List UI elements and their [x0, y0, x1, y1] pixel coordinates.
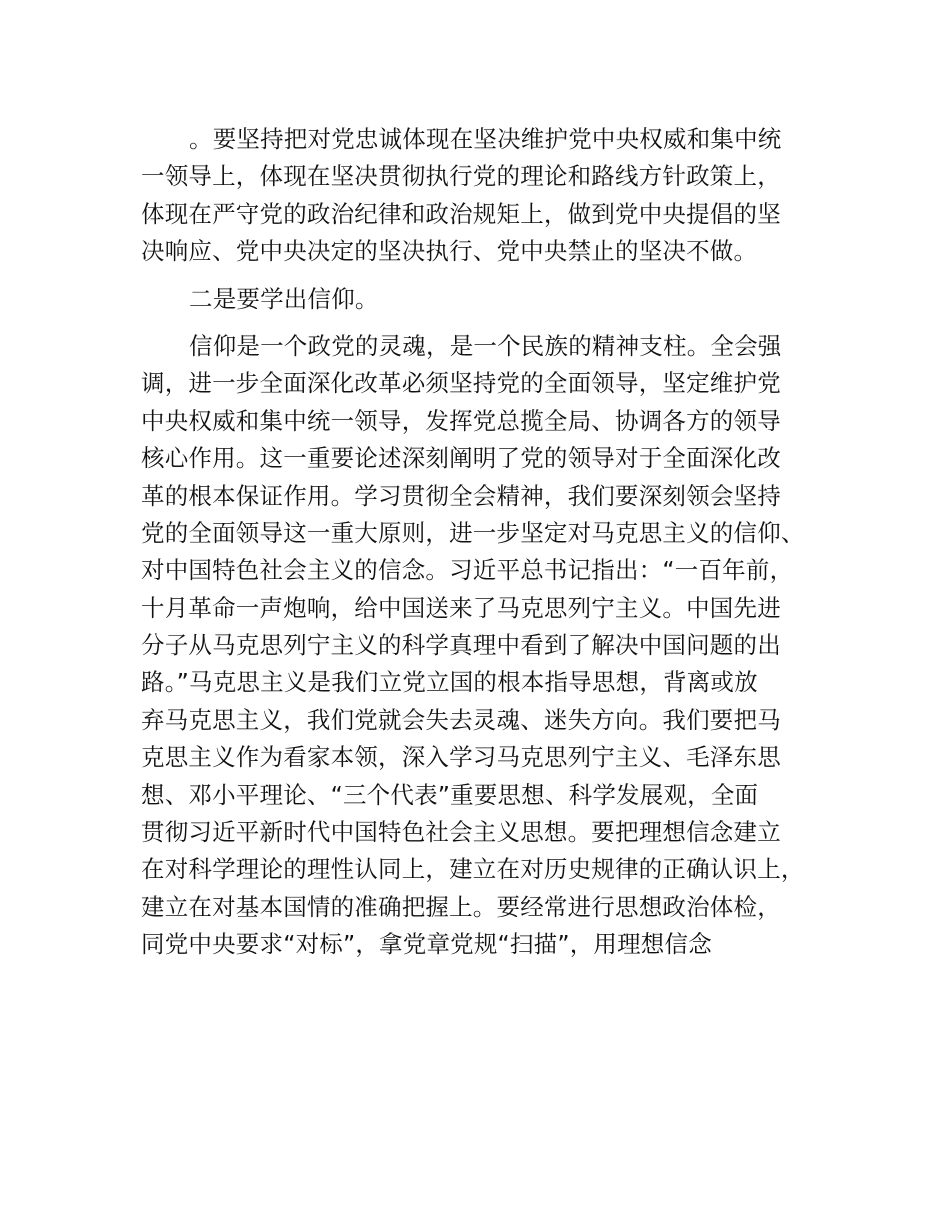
text-line: 路。”马克思主义是我们立党立国的根本指导思想，背离或放 [141, 668, 758, 697]
heading-line: 二是要学出信仰。 [189, 284, 379, 313]
text-line: 分子从马克思列宁主义的科学真理中看到了解决中国问题的出 [141, 631, 781, 660]
document-page [141, 121, 841, 964]
text-line: 建立在对基本国情的准确把握上。要经常进行思想政治体检， [141, 892, 781, 921]
paragraph-faith [141, 328, 841, 964]
paragraph-gap [141, 271, 841, 281]
text-line: 对中国特色社会主义的信念。习近平总书记指出：“一百年前， [141, 556, 794, 585]
text-line: 革的根本保证作用。学习贯彻全会精神，我们要深刻领会坚持 [141, 481, 781, 510]
paragraph-gap [141, 318, 841, 328]
text-line: 中央权威和集中统一领导，发挥党总揽全局、协调各方的领导 [141, 406, 781, 435]
text-line: 体现在严守党的政治纪律和政治规矩上，做到党中央提倡的坚 [141, 199, 781, 228]
text-line: 。要坚持把对党忠诚体现在坚决维护党中央权威和集中统 [189, 125, 782, 153]
text-line: 在对科学理论的理性认同上，建立在对历史规律的正确认识上， [141, 855, 805, 884]
text-line: 克思主义作为看家本领，深入学习马克思列宁主义、毛泽东思 [141, 743, 781, 772]
text-line: 贯彻习近平新时代中国特色社会主义思想。要把理想信念建立 [141, 818, 781, 847]
text-line: 决响应、党中央决定的坚决执行、党中央禁止的坚决不做。 [141, 237, 758, 266]
section-heading-faith [141, 281, 841, 318]
text-line: 调，进一步全面深化改革必须坚持党的全面领导，坚定维护党 [141, 369, 781, 398]
text-line: 信仰是一个政党的灵魂，是一个民族的精神支柱。全会强 [189, 331, 782, 360]
text-line: 同党中央要求“对标”，拿党章党规“扫描”，用理想信念 [141, 930, 712, 959]
paragraph-loyalty [141, 121, 841, 271]
text-line: 想、邓小平理论、“三个代表”重要思想、科学发展观，全面 [141, 780, 759, 809]
text-line: 十月革命一声炮响，给中国送来了马克思列宁主义。中国先进 [141, 593, 781, 622]
text-line: 弃马克思主义，我们党就会失去灵魂、迷失方向。我们要把马 [141, 705, 781, 734]
text-line: 党的全面领导这一重大原则，进一步坚定对马克思主义的信仰、 [141, 518, 805, 547]
text-line: 一领导上，体现在坚决贯彻执行党的理论和路线方针政策上， [141, 162, 781, 191]
text-line: 核心作用。这一重要论述深刻阐明了党的领导对于全面深化改 [141, 444, 781, 473]
